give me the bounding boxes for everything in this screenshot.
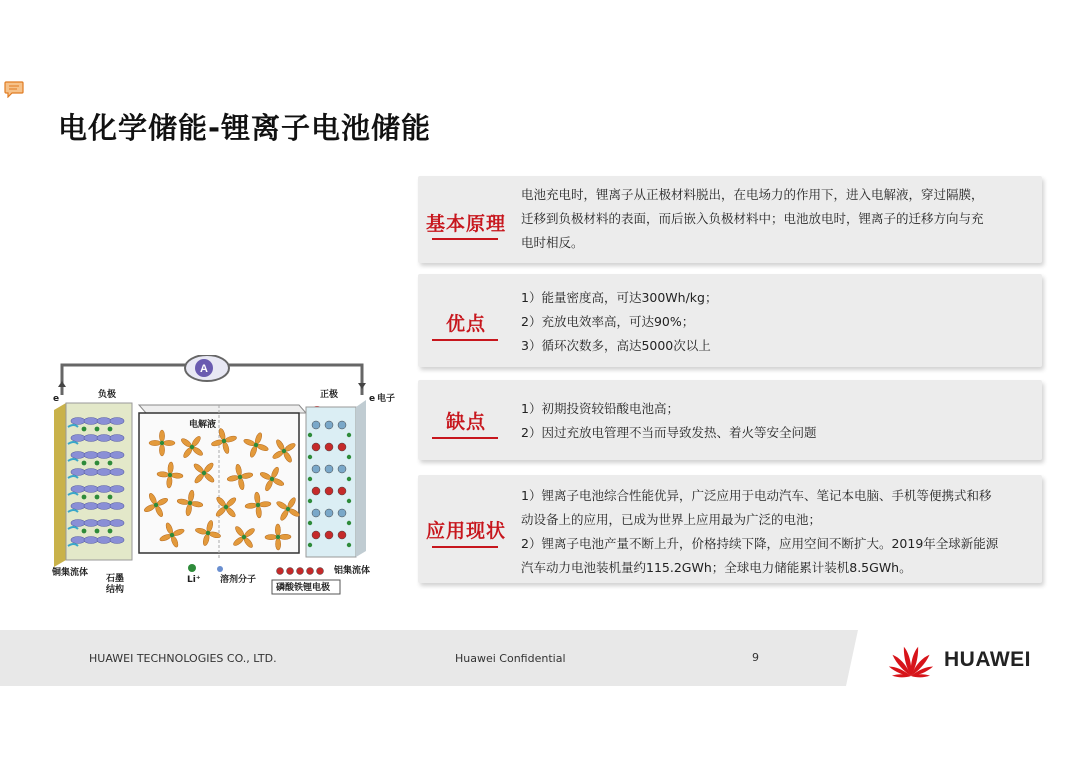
card-line: 电池充电时，锂离子从正极材料脱出，在电场力的作用下，进入电解液，穿过隔膜，	[521, 187, 984, 202]
svg-text:e: e	[369, 394, 376, 404]
battery-diagram	[44, 355, 404, 600]
card-line: 1）能量密度高，可达300Wh/kg；	[521, 290, 718, 305]
huawei-logo-text: HUAWEI	[944, 648, 1031, 671]
card-label: 优点	[445, 313, 486, 335]
comment-icon[interactable]	[4, 80, 24, 98]
card-line: 迁移到负极材料的表面，而后嵌入负极材料中；电池放电时，锂离子的迁移方向与充	[521, 211, 984, 226]
card-line: 2）因过充放电管理不当而导致发热、着火等安全问题	[521, 425, 817, 440]
svg-text:石墨: 石墨	[106, 574, 125, 584]
label-underline	[432, 238, 498, 240]
svg-text:铝集流体: 铝集流体	[334, 566, 371, 576]
card-line: 汽车动力电池装机量约115.2GWh；全球电力储能累计装机8.5GWh。	[521, 560, 912, 575]
svg-text:电子: 电子	[377, 394, 396, 404]
svg-text:Li⁺: Li⁺	[187, 575, 201, 585]
label-underline	[432, 339, 498, 341]
svg-text:磷酸铁锂电极: 磷酸铁锂电极	[276, 583, 331, 593]
svg-text:溶剂分子: 溶剂分子	[220, 575, 257, 585]
svg-text:结构: 结构	[106, 585, 125, 595]
label-underline	[432, 437, 498, 439]
page-title: 电化学储能-锂离子电池储能	[58, 111, 432, 145]
card-label: 缺点	[445, 411, 486, 433]
card-line: 电时相反。	[521, 235, 584, 250]
card-principle	[418, 176, 1042, 263]
card-advantages	[418, 274, 1042, 367]
svg-text:e: e	[53, 394, 60, 404]
card-applications	[418, 475, 1042, 583]
svg-text:电解液: 电解液	[189, 420, 217, 430]
card-line: 2）充放电效率高，可达90%；	[521, 314, 695, 329]
card-line: 1）初期投资较铅酸电池高；	[521, 401, 679, 416]
svg-text:正极: 正极	[320, 390, 339, 400]
footer-company: HUAWEI TECHNOLOGIES CO., LTD.	[89, 652, 277, 665]
svg-text:负极: 负极	[98, 390, 117, 400]
ammeter-label: A	[200, 363, 208, 375]
card-line: 1）锂离子电池综合性能优异，广泛应用于电动汽车、笔记本电脑、手机等便携式和移	[521, 488, 992, 503]
card-line: 动设备上的应用，已成为世界上应用最为广泛的电池；	[521, 512, 822, 527]
card-label: 基本原理	[425, 213, 506, 235]
card-disadvantages	[418, 380, 1042, 460]
label-underline	[432, 546, 498, 548]
card-label: 应用现状	[425, 520, 506, 542]
card-line: 3）循环次数多，高达5000次以上	[521, 338, 711, 353]
page-number: 9	[752, 651, 759, 664]
huawei-logo-icon	[884, 642, 938, 678]
footer-confidential: Huawei Confidential	[455, 652, 566, 665]
svg-text:铜集流体: 铜集流体	[52, 568, 89, 578]
card-line: 2）锂离子电池产量不断上升，价格持续下降，应用空间不断扩大。2019年全球新能源	[521, 536, 999, 551]
